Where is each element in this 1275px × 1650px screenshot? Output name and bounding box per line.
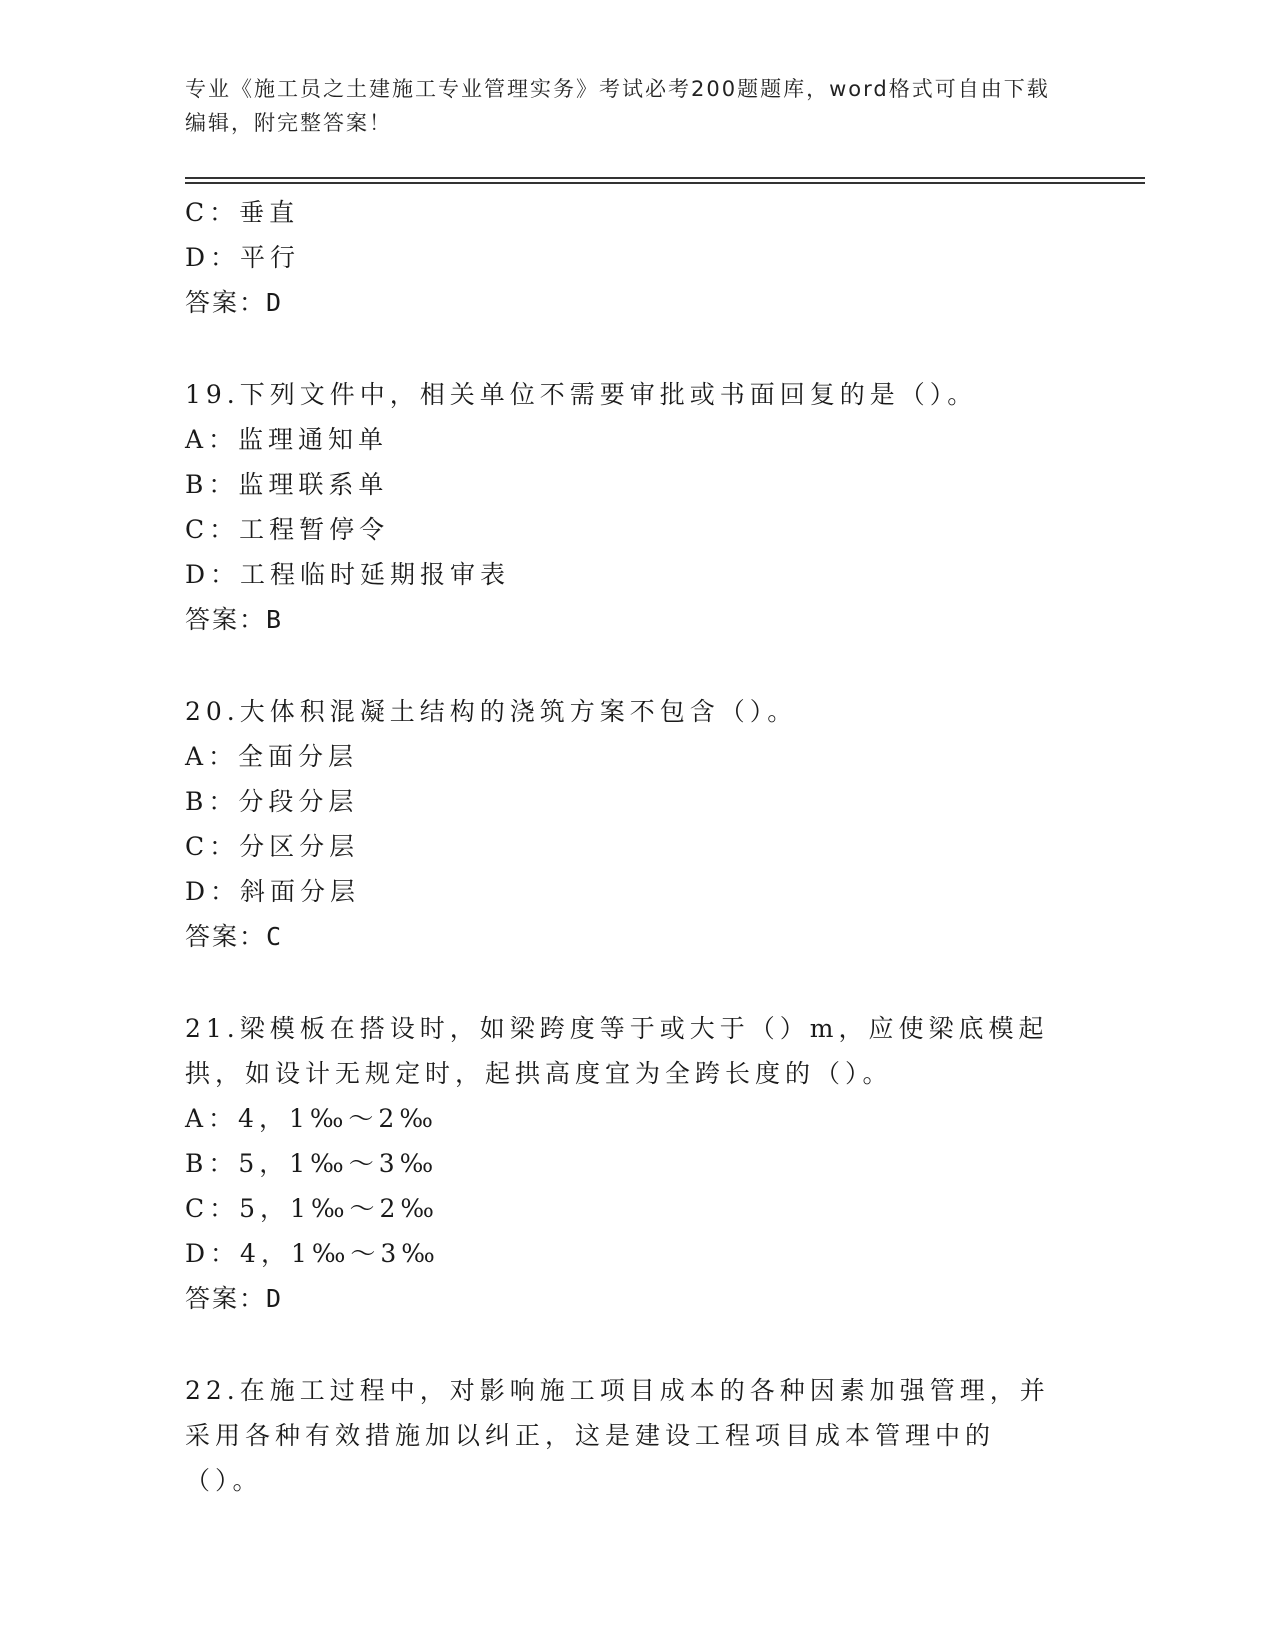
option-c: C：垂直 xyxy=(185,198,300,227)
question-carryover xyxy=(185,190,1065,325)
option-a: A：全面分层 xyxy=(185,742,359,771)
question-stem: 21.梁模板在搭设时，如梁跨度等于或大于（）m，应使梁底模起拱，如设计无规定时，起拱高度宜为全跨长度的（）。 xyxy=(185,1014,1049,1088)
document-header: 专业《施工员之土建施工专业管理实务》考试必考200题题库，word格式可自由下载编辑，附完整答案！ xyxy=(185,77,1050,135)
question-stem: 22.在施工过程中，对影响施工项目成本的各种因素加强管理，并采用各种有效措施加以纠正，这是建设工程项目成本管理中的（）。 xyxy=(185,1376,1050,1495)
answer-label: 答案： xyxy=(185,1284,267,1313)
answer-value: D xyxy=(266,1284,282,1313)
option-b: B：监理联系单 xyxy=(185,470,389,499)
option-a: A：4，1‰～2‰ xyxy=(185,1104,438,1133)
header-divider-top xyxy=(185,177,1145,179)
question-22 xyxy=(185,1368,1065,1503)
answer-label: 答案： xyxy=(185,922,267,951)
option-c: C：5，1‰～2‰ xyxy=(185,1194,439,1223)
option-d: D：平行 xyxy=(185,243,301,272)
answer-line xyxy=(185,597,1065,642)
question-list xyxy=(185,190,1065,1503)
question-21 xyxy=(185,1006,1065,1321)
question-19 xyxy=(185,372,1065,642)
option-d: D：斜面分层 xyxy=(185,877,361,906)
answer-label: 答案： xyxy=(185,288,267,317)
option-c: C：分区分层 xyxy=(185,832,360,861)
answer-line xyxy=(185,914,1065,959)
option-a: A：监理通知单 xyxy=(185,425,389,454)
question-stem: 19.下列文件中，相关单位不需要审批或书面回复的是（）。 xyxy=(185,380,978,409)
answer-value: B xyxy=(266,605,282,634)
option-d: D：工程临时延期报审表 xyxy=(185,560,511,589)
answer-value: D xyxy=(266,288,282,317)
question-stem: 20.大体积混凝土结构的浇筑方案不包含（）。 xyxy=(185,697,798,726)
question-20 xyxy=(185,689,1065,959)
answer-line xyxy=(185,280,1065,325)
answer-label: 答案： xyxy=(185,605,267,634)
option-b: B：分段分层 xyxy=(185,787,359,816)
answer-line xyxy=(185,1276,1065,1321)
option-d: D：4，1‰～3‰ xyxy=(185,1239,440,1268)
option-b: B：5，1‰～3‰ xyxy=(185,1149,439,1178)
answer-value: C xyxy=(266,922,282,951)
option-c: C：工程暂停令 xyxy=(185,515,390,544)
header-divider-bottom xyxy=(185,182,1145,184)
